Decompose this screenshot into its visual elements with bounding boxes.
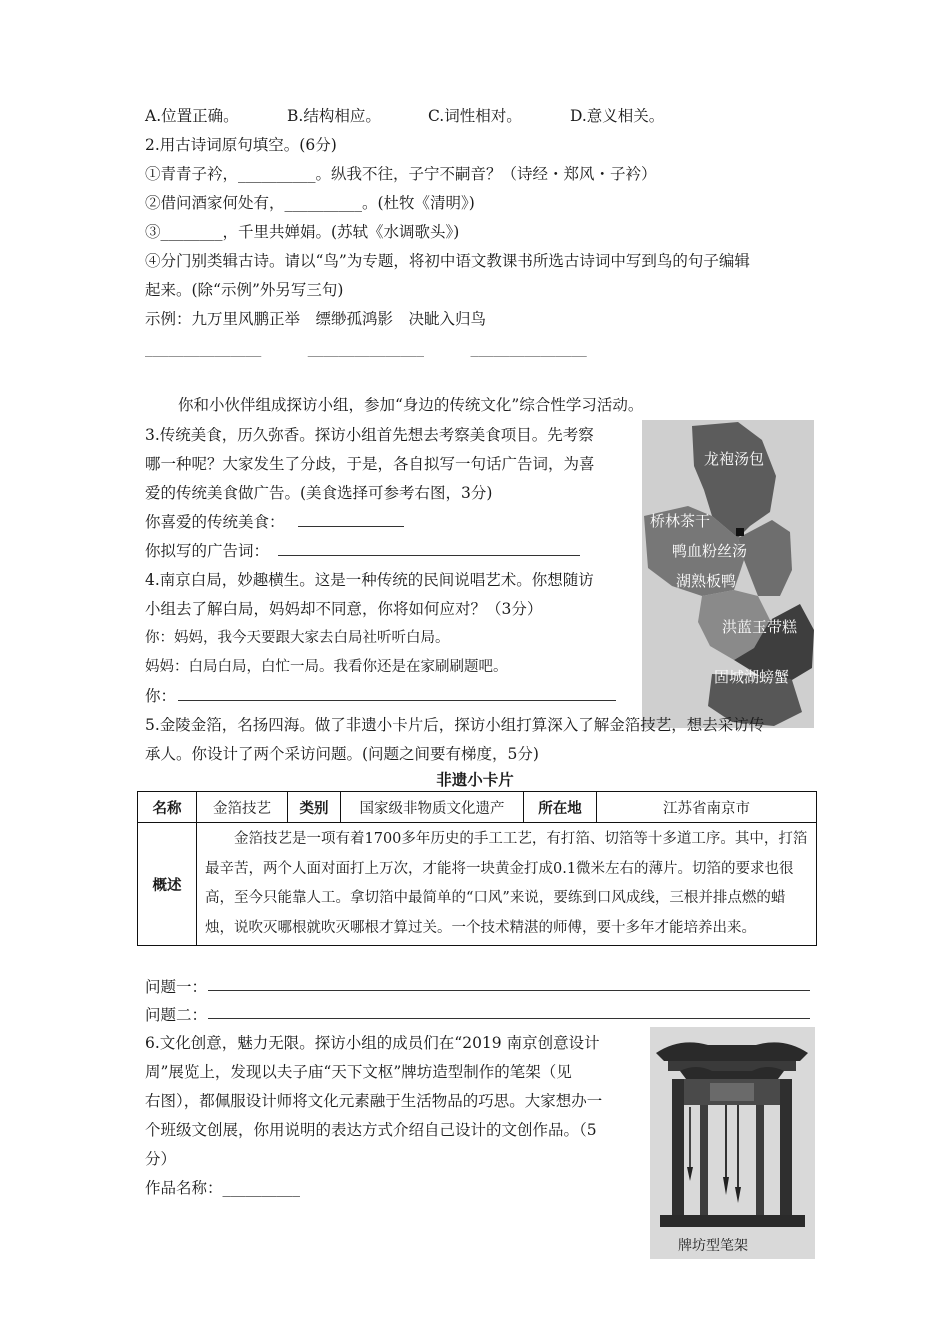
q4-answer-line[interactable] xyxy=(178,700,616,701)
q5-line2: 承人。你设计了两个采访问题。(问题之间要有梯度，5分) xyxy=(145,745,539,763)
q6-work-name: 作品名称：__________ xyxy=(145,1179,301,1197)
name-label-cell: 名称 xyxy=(138,792,197,823)
archway-illustration xyxy=(650,1027,815,1259)
type-value-cell: 国家级非物质文化遗产 xyxy=(341,792,524,823)
question-one-line[interactable] xyxy=(208,990,810,991)
city-marker xyxy=(736,528,744,536)
name-value-cell: 金箔技艺 xyxy=(197,792,288,823)
question-one-label: 问题一： xyxy=(145,978,208,996)
q3-food-label: 你喜爱的传统美食： xyxy=(145,513,285,531)
desc-text-cell xyxy=(197,823,817,946)
q2-answer-blanks: _______________ _______________ _______________ xyxy=(145,339,587,357)
heritage-card-table xyxy=(137,791,817,946)
card-title: 非遗小卡片 xyxy=(436,771,514,789)
map-label-1: 龙袍汤包 xyxy=(704,450,765,468)
q2-line3: ③________，千里共婵娟。(苏轼《水调歌头》) xyxy=(145,223,460,241)
q2-line4a: ④分门别类辑古诗。请以“鸟”为专题，将初中语文教课书所选古诗词中写到鸟的句子编辑 xyxy=(145,252,750,270)
activity-intro: 你和小伙伴组成探访小组，参加“身边的传统文化”综合性学习活动。 xyxy=(178,396,644,414)
q3-ad-label: 你拟写的广告词： xyxy=(145,542,270,560)
option-a: A.位置正确。 xyxy=(145,107,239,125)
q2-example: 示例：九万里风鹏正举 缥缈孤鸿影 决眦入归鸟 xyxy=(145,310,487,328)
map-label-3: 鸭血粉丝汤 xyxy=(672,542,748,560)
location-label-cell: 所在地 xyxy=(524,792,597,823)
q4-you-answer-label: 你： xyxy=(145,687,177,705)
q6-line2: 周”展览上，发现以夫子庙“天下文枢”牌坊造型制作的笔架（见 xyxy=(145,1063,572,1081)
option-d: D.意义相关。 xyxy=(570,107,665,125)
ad-answer-line[interactable] xyxy=(278,555,580,556)
food-map-figure xyxy=(642,420,814,728)
type-label-cell: 类别 xyxy=(288,792,341,823)
q6-line5: 分） xyxy=(145,1150,177,1168)
q6-line3: 右图），都佩服设计师将文化元素融于生活物品的巧思。大家想办一 xyxy=(145,1092,603,1110)
q6-line4: 个班级文创展，你用说明的表达方式介绍自己设计的文创作品。（5 xyxy=(145,1121,597,1139)
q4-line2: 小组去了解白局，妈妈却不同意，你将如何应对？（3分） xyxy=(145,600,543,618)
q3-line3: 爱的传统美食做广告。(美食选择可参考右图，3分) xyxy=(145,484,493,502)
q2-line4b: 起来。(除“示例”外另写三句) xyxy=(145,281,344,299)
desc-label-cell: 概述 xyxy=(138,823,197,946)
q6-line1: 6.文化创意，魅力无限。探访小组的成员们在“2019 南京创意设计 xyxy=(145,1034,600,1052)
option-c: C.词性相对。 xyxy=(428,107,522,125)
question-two-label: 问题二： xyxy=(145,1006,208,1024)
photo-caption: 牌坊型笔架 xyxy=(678,1238,748,1254)
question-two-line[interactable] xyxy=(208,1018,810,1019)
q4-you-line: 你：妈妈，我今天要跟大家去白局社听听白局。 xyxy=(145,630,450,646)
q2-line1: ①青青子衿，__________。纵我不往，子宁不嗣音？（诗经・郑风・子衿） xyxy=(145,165,657,183)
map-label-4: 湖熟板鸭 xyxy=(676,572,737,590)
q2-line2: ②借问酒家何处有，__________。(杜牧《清明》) xyxy=(145,194,475,212)
archway-pen-holder-photo xyxy=(650,1027,815,1259)
map-label-2: 桥林茶干 xyxy=(650,512,711,530)
desc-paragraph: 金箔技艺是一项有着1700多年历史的手工工艺，有打箔、切箔等十多道工序。其中，打箔最辛苦，两个人面对面打上万次，才能将一块黄金打成0.1微米左右的薄片。切箔的要求也很高，至今只能靠人工。拿切箔中最简单的“口风”来说，要练到口风成线，三根并排点燃的蜡烛，说吹灭哪根就吹灭哪根才算过关。一个技术精湛的师傅，要十多年才能培养出来。 xyxy=(205,831,808,936)
q4-mom-line: 妈妈：白局白局，白忙一局。我看你还是在家刷刷题吧。 xyxy=(145,659,508,675)
q4-line1: 4.南京白局，妙趣横生。这是一种传统的民间说唱艺术。你想随访 xyxy=(145,571,594,589)
food-answer-line[interactable] xyxy=(298,526,404,527)
map-label-6: 固城湖螃蟹 xyxy=(714,668,790,686)
map-label-5: 洪蓝玉带糕 xyxy=(722,618,798,636)
q3-line1: 3.传统美食，历久弥香。探访小组首先想去考察美食项目。先考察 xyxy=(145,426,594,444)
q3-line2: 哪一种呢？大家发生了分歧，于是，各自拟写一句话广告词，为喜 xyxy=(145,455,595,473)
q2-header: 2.用古诗词原句填空。(6分) xyxy=(145,136,337,154)
q5-line1: 5.金陵金箔，名扬四海。做了非遗小卡片后，探访小组打算深入了解金箔技艺，想去采访传 xyxy=(145,716,765,734)
location-value-cell: 江苏省南京市 xyxy=(597,792,817,823)
option-b: B.结构相应。 xyxy=(287,107,381,125)
